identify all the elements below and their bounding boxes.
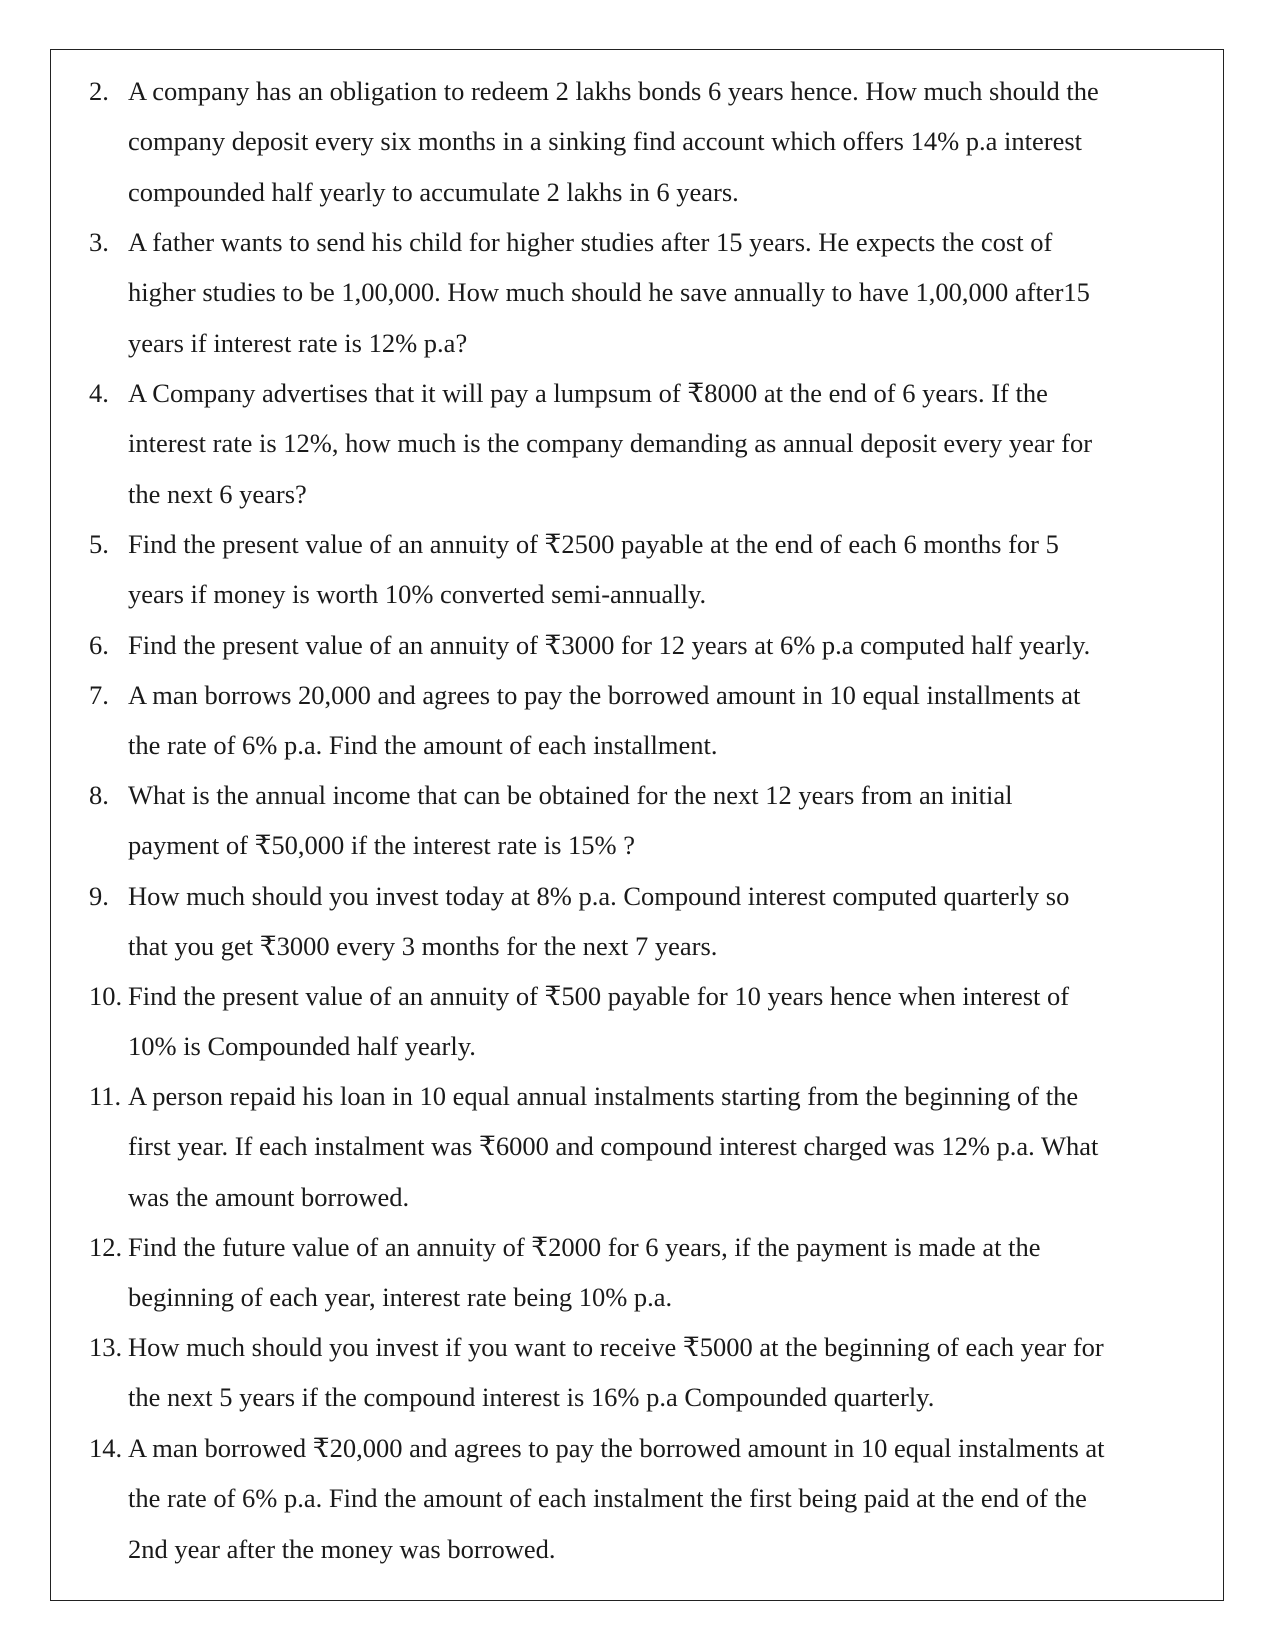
question-number: 7. [89,680,109,710]
question-text: Find the future value of an annuity of ₹2000 for 6 years, if the payment is made at the beginning of each year, interest rate being 10% p.a. [128,1232,1041,1313]
question-text: A man borrows 20,000 and agrees to pay the borrowed amount in 10 equal installments at the rate of 6% p.a. Find the amount of each installment. [128,680,1081,761]
question-text: Find the present value of an annuity of ₹3000 for 12 years at 6% p.a computed half yearly. [128,630,1091,660]
question-number: 3. [89,227,109,257]
question-number: 6. [89,630,109,660]
question-number: 8. [89,780,109,810]
question-text: A person repaid his loan in 10 equal annual instalments starting from the beginning of the first year. If each instalment was ₹6000 and compound interest charged was 12% p.a. What was the amount borrowed. [128,1081,1099,1212]
question-number: 13. [89,1332,123,1362]
question-number: 10. [89,981,123,1011]
question-text: Find the present value of an annuity of ₹2500 payable at the end of each 6 months for 5 years if money is worth 10% converted semi-annually. [128,529,1059,610]
question-number: 5. [89,529,109,559]
question-number: 14. [89,1433,123,1463]
question-number: 2. [89,76,109,106]
question-number: 9. [89,881,109,911]
question-text: How much should you invest if you want to receive ₹5000 at the beginning of each year for the next 5 years if the compound interest is 16% p.a Compounded quarterly. [128,1332,1104,1413]
question-number: 11. [89,1081,122,1111]
question-text: How much should you invest today at 8% p.a. Compound interest computed quarterly so that you get ₹3000 every 3 months for the next 7 years. [128,881,1070,962]
question-text: A man borrowed ₹20,000 and agrees to pay the borrowed amount in 10 equal instalments at the rate of 6% p.a. Find the amount of each instalment the first being paid at the end of the 2nd year after the money was borrowed. [128,1433,1105,1564]
question-text: A Company advertises that it will pay a lumpsum of ₹8000 at the end of 6 years. If the interest rate is 12%, how much is the company demanding as annual deposit every year for the next 6 years? [128,378,1093,509]
question-text: A father wants to send his child for higher studies after 15 years. He expects the cost of higher studies to be 1,00,000. How much should he save annually to have 1,00,000 after15 years if interest rate is 12% p.a? [128,227,1090,358]
question-text: Find the present value of an annuity of ₹500 payable for 10 years hence when interest of 10% is Compounded half yearly. [128,981,1070,1062]
question-text: What is the annual income that can be obtained for the next 12 years from an initial payment of ₹50,000 if the interest rate is 15% ? [128,780,1013,861]
question-text: A company has an obligation to redeem 2 lakhs bonds 6 years hence. How much should the company deposit every six months in a sinking find account which offers 14% p.a interest compounded half yearly to accumulate 2 lakhs in 6 years. [128,76,1099,207]
question-number: 12. [89,1232,123,1262]
page-border-frame [50,49,1224,1601]
question-number: 4. [89,378,109,408]
